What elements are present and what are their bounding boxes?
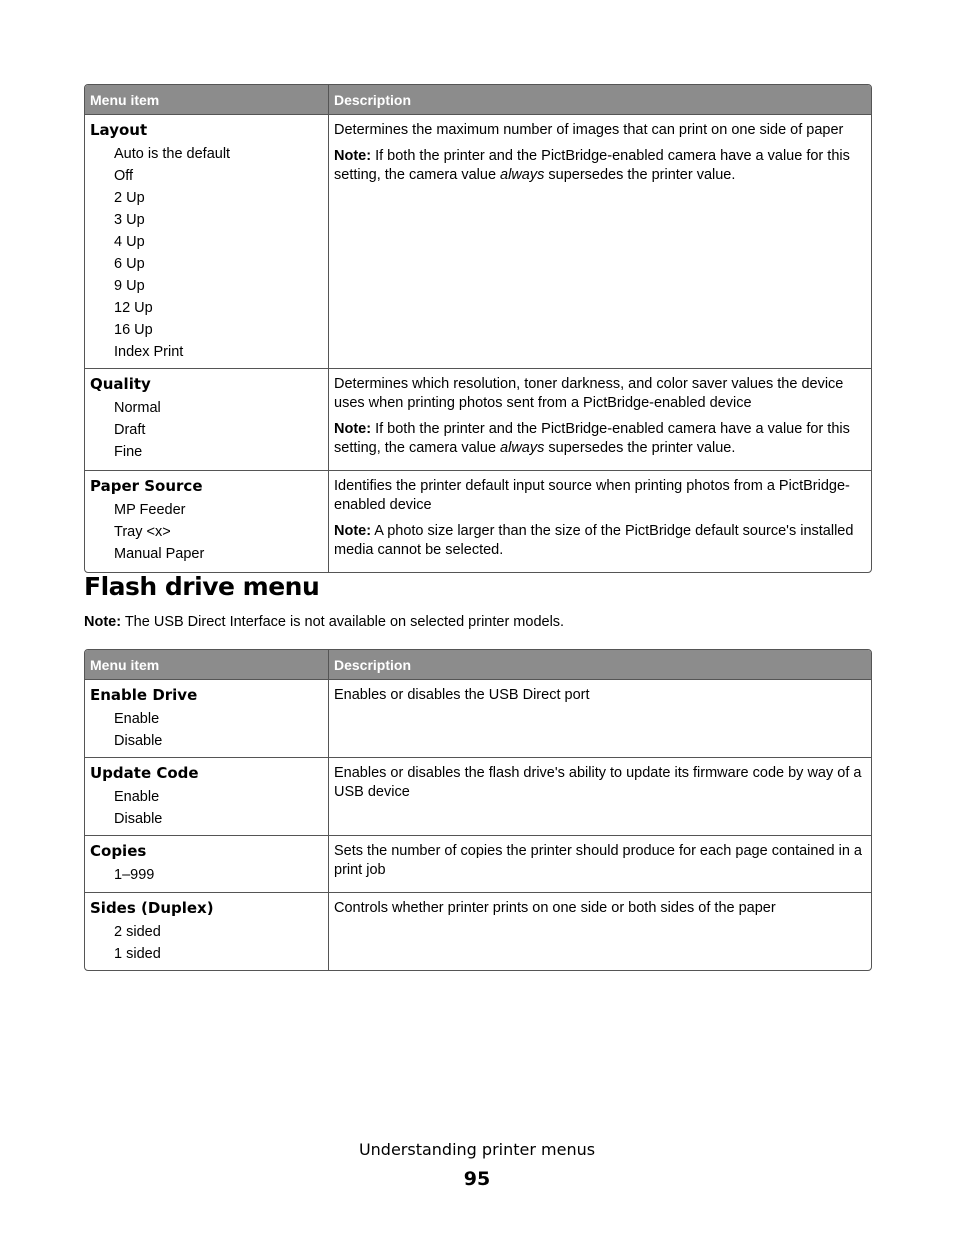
note-text: The USB Direct Interface is not available on selected printer models. xyxy=(121,614,565,630)
menu-option: MP Feeder xyxy=(114,502,186,518)
note-label: Note: xyxy=(84,614,122,630)
note-text: supersedes the printer value. xyxy=(544,167,736,183)
menu-option: 1 sided xyxy=(114,946,161,962)
menu-option: Enable xyxy=(114,711,160,727)
menu-option: Enable xyxy=(114,789,160,805)
table-row xyxy=(85,369,871,471)
description-note xyxy=(334,522,866,560)
table-row xyxy=(85,836,871,893)
description-text: Controls whether printer prints on one side or both sides of the paper xyxy=(334,900,776,916)
menu-table-flash-drive xyxy=(84,649,872,971)
menu-option: Tray <x> xyxy=(114,524,171,540)
table-row xyxy=(85,680,871,758)
description-text: Determines the maximum number of images that can print on one side of paper xyxy=(334,122,844,138)
menu-table-pictbridge xyxy=(84,84,872,573)
menu-option: Disable xyxy=(114,733,163,749)
table-row xyxy=(85,115,871,369)
menu-option: Normal xyxy=(114,400,161,416)
header-menu-item: Menu item xyxy=(85,85,329,115)
footer-title: Understanding printer menus xyxy=(358,1140,596,1159)
menu-option: Off xyxy=(114,168,134,184)
menu-option: 16 Up xyxy=(114,322,153,338)
menu-option: 2 sided xyxy=(114,924,161,940)
menu-option: 12 Up xyxy=(114,300,153,316)
note-label: Note: xyxy=(334,523,372,539)
menu-item-name: Enable Drive xyxy=(90,686,198,704)
description-text: Identifies the printer default input source when printing photos from a PictBridge-enabled device xyxy=(334,478,850,513)
note-text: If both the printer and the PictBridge-enabled camera have a value for this setting, the camera value xyxy=(334,421,850,456)
page-number: 95 xyxy=(463,1168,491,1190)
menu-option: Fine xyxy=(114,444,143,460)
section-note xyxy=(84,614,564,630)
note-text: If both the printer and the PictBridge-enabled camera have a value for this setting, the camera value xyxy=(334,148,850,183)
menu-option: Disable xyxy=(114,811,163,827)
description-note xyxy=(334,147,866,185)
menu-option: 9 Up xyxy=(114,278,145,294)
menu-item-name: Quality xyxy=(90,375,151,393)
description-text: Determines which resolution, toner darkness, and color saver values the device uses when printing photos sent from a PictBridge-enabled device xyxy=(334,376,844,411)
menu-option: Index Print xyxy=(114,344,184,360)
menu-item-name: Sides (Duplex) xyxy=(90,899,214,917)
description-note xyxy=(334,420,866,458)
note-text: A photo size larger than the size of the PictBridge default source's installed media cannot be selected. xyxy=(334,523,854,558)
description-text: Sets the number of copies the printer should produce for each page contained in a print job xyxy=(334,843,862,878)
menu-item-name: Paper Source xyxy=(90,477,203,495)
menu-option: Draft xyxy=(114,422,146,438)
menu-option: 6 Up xyxy=(114,256,145,272)
note-label: Note: xyxy=(334,421,372,437)
menu-option: 1–999 xyxy=(114,867,155,883)
header-description: Description xyxy=(329,650,872,680)
section-title: Flash drive menu xyxy=(84,572,320,601)
note-emphasis: always xyxy=(500,167,545,183)
menu-option: Manual Paper xyxy=(114,546,205,562)
menu-option: Auto is the default xyxy=(114,146,231,162)
menu-option: 3 Up xyxy=(114,212,145,228)
menu-item-name: Layout xyxy=(90,121,148,139)
header-menu-item: Menu item xyxy=(85,650,329,680)
menu-option: 2 Up xyxy=(114,190,145,206)
description-text: Enables or disables the USB Direct port xyxy=(334,687,590,703)
menu-item-name: Update Code xyxy=(90,764,199,782)
note-label: Note: xyxy=(334,148,372,164)
description-text: Enables or disables the flash drive's ability to update its firmware code by way of a USB device xyxy=(334,765,862,800)
table-row xyxy=(85,471,871,573)
note-emphasis: always xyxy=(500,440,545,456)
menu-item-name: Copies xyxy=(90,842,147,860)
note-text: supersedes the printer value. xyxy=(544,440,736,456)
table-row xyxy=(85,893,871,971)
header-description: Description xyxy=(329,85,872,115)
table-row xyxy=(85,758,871,836)
menu-option: 4 Up xyxy=(114,234,145,250)
